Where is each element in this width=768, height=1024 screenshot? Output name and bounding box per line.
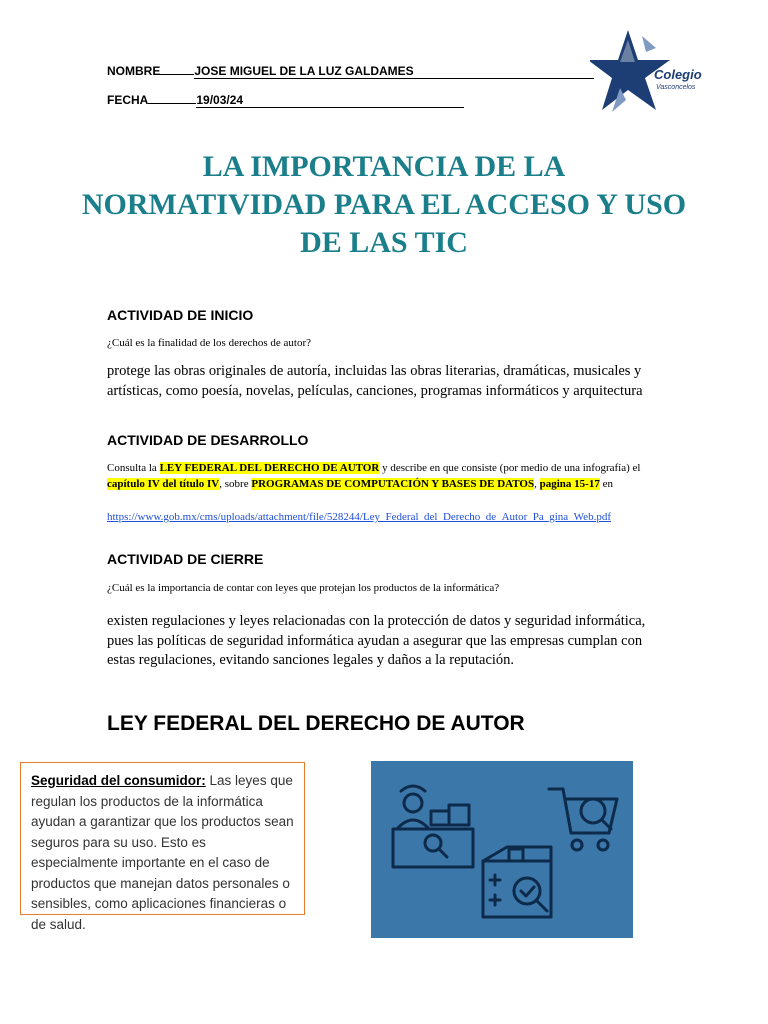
name-line bbox=[107, 64, 594, 79]
date-value: 19/03/24 bbox=[196, 93, 464, 108]
desarrollo-text: y describe en que consiste (por medio de una infografía) el bbox=[379, 462, 641, 474]
heading-inicio: ACTIVIDAD DE INICIO bbox=[107, 307, 254, 323]
consumer-label: Seguridad del consumidor: bbox=[31, 773, 206, 788]
answer-cierre: existen regulaciones y leyes relacionadas con la protección de datos y seguridad informática, pues las políticas de seguridad informática ayudan a asegurar que las empresas cumplan con estas regulaciones, evitando sanciones legales y daños a la reputación. bbox=[107, 613, 646, 668]
heading-desarrollo: ACTIVIDAD DE DESARROLLO bbox=[107, 432, 309, 448]
question-inicio: ¿Cuál es la finalidad de los derechos de autor? bbox=[107, 337, 312, 349]
answer-inicio: protege las obras originales de autoría, incluidas las obras literarias, dramáticas, musicales y artísticas, como poesía, novelas, películas, canciones, programas informáticos y arquitectura bbox=[107, 363, 643, 399]
cart-search-icon bbox=[549, 789, 617, 850]
consumer-security-box bbox=[20, 762, 305, 932]
desarrollo-text: , bbox=[534, 478, 540, 490]
desarrollo-text: en bbox=[599, 478, 613, 490]
highlight-ley: LEY FEDERAL DEL DERECHO DE AUTOR bbox=[159, 462, 380, 474]
school-logo bbox=[590, 26, 710, 126]
cashier-icon bbox=[393, 786, 473, 867]
ley-federal-link[interactable]: https://www.gob.mx/cms/uploads/attachment/file/528244/Ley_Federal_del_Derecho_de_Autor_Pa_gina_Web.pdf bbox=[107, 511, 611, 523]
date-label: FECHA bbox=[107, 93, 149, 107]
question-cierre: ¿Cuál es la importancia de contar con leyes que protejan los productos de la informática? bbox=[107, 582, 500, 594]
name-value: JOSE MIGUEL DE LA LUZ GALDAMES bbox=[194, 64, 594, 79]
highlight-capitulo: capítulo IV del título IV bbox=[107, 478, 220, 490]
name-label: NOMBRE bbox=[107, 64, 161, 78]
consumer-text: Las leyes que regulan los productos de la informática ayudan a garantizar que los productos sean seguros para su uso. Esto es especialmente importante en el caso de productos que manejan datos personales o sensibles, como aplicaciones financieras o de salud. bbox=[31, 773, 294, 932]
date-line bbox=[107, 93, 464, 108]
highlight-programas: PROGRAMAS DE COMPUTACIÓN Y BASES DE DATOS bbox=[251, 478, 535, 490]
logo-text-2: Vasconcelos bbox=[656, 84, 696, 91]
box-search-icon bbox=[483, 847, 551, 917]
desarrollo-text: Consulta la bbox=[107, 462, 160, 474]
illustration bbox=[371, 761, 633, 938]
page-title: LA IMPORTANCIA DE LA NORMATIVIDAD PARA EL ACCESO Y USO DE LAS TIC bbox=[81, 150, 687, 259]
ley-heading: LEY FEDERAL DEL DERECHO DE AUTOR bbox=[107, 712, 525, 735]
heading-cierre: ACTIVIDAD DE CIERRE bbox=[107, 551, 264, 567]
desarrollo-body bbox=[107, 460, 659, 492]
highlight-pagina: pagina 15-17 bbox=[539, 478, 600, 490]
logo-text-1: Colegio bbox=[654, 67, 702, 82]
star-logo-icon bbox=[590, 26, 710, 126]
desarrollo-text: , sobre bbox=[219, 478, 252, 490]
